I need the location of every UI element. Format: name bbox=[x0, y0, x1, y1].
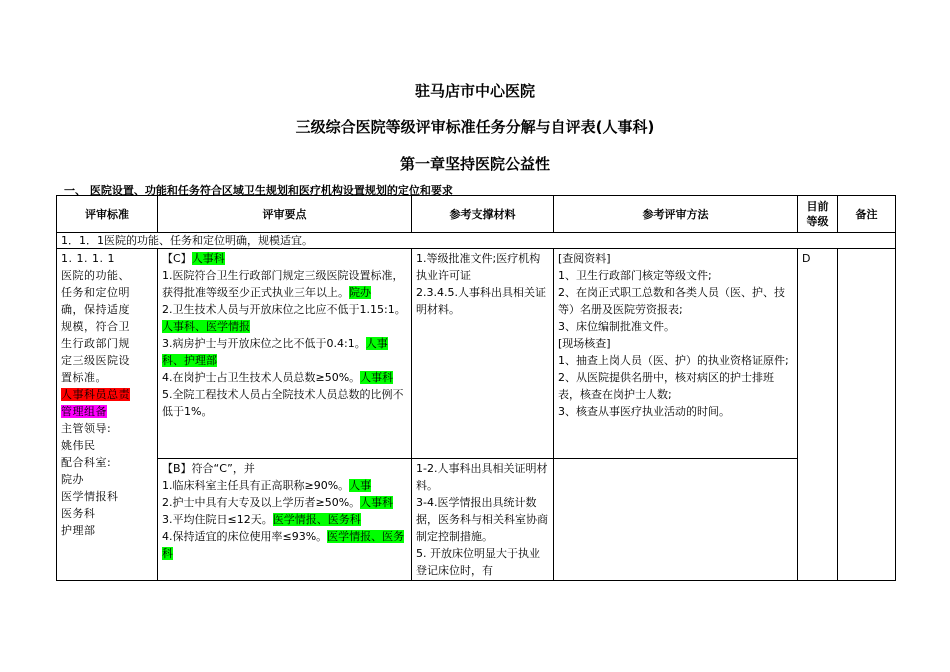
method-item: 2、在岗正式职工总数和各类人员（医、护、技等）名册及医院劳资报表; bbox=[558, 286, 785, 316]
point-item: 4.在岗护士占卫生技术人员总数≥50%。 bbox=[162, 371, 361, 384]
standard-line: 任务和定位明 bbox=[61, 286, 130, 299]
method-item: 2、从医院提供名册中，核对病区的护士排班表，核查在岗护士人数; bbox=[558, 371, 774, 401]
material-item: 3-4.医学情报出具统计数据，医务科与相关科室协商制定控制措施。 bbox=[416, 496, 548, 543]
hospital-name: 驻马店市中心医院 bbox=[414, 82, 535, 100]
grade-c-tag: 【C】 bbox=[162, 252, 192, 265]
standard-cell bbox=[57, 249, 158, 581]
method-item: 3、核查从事医疗执业活动的时间。 bbox=[558, 405, 730, 418]
header-materials: 参考支撑材料 bbox=[412, 196, 554, 233]
dept-highlight: 医学情报、医务科 bbox=[162, 530, 405, 560]
points-b-cell bbox=[158, 459, 412, 581]
standard-line: 生行政部门规 bbox=[61, 337, 130, 350]
dept-label: 配合科室: bbox=[61, 456, 112, 469]
point-item: 2.护士中具有大专及以上学历者≥50%。 bbox=[162, 496, 361, 509]
grade-b-tag: 【B】符合“C”，并 bbox=[162, 462, 255, 475]
point-item: 4.保持适宜的床位使用率≤93%。 bbox=[162, 530, 328, 543]
material-item: 1.等级批准文件;医疗机构执业许可证 bbox=[416, 252, 541, 282]
standard-line: 定三级医院设 bbox=[61, 354, 130, 367]
methods-cell bbox=[554, 249, 798, 459]
method-item: 1、抽查上岗人员（医、护）的执业资格证原件; bbox=[558, 354, 789, 367]
standard-line: 确，保持适度 bbox=[61, 303, 130, 316]
dept-highlight: 人事科、医学情报 bbox=[162, 320, 250, 333]
evaluation-table bbox=[56, 195, 896, 581]
material-item: 2.3.4.5.人事科出具相关证明材料。 bbox=[416, 286, 546, 316]
responsible-note: 人事科员总责 bbox=[61, 388, 130, 401]
points-c-cell bbox=[158, 249, 412, 459]
clause-text: 1．1．1医院的功能、任务和定位明确，规模适宜。 bbox=[57, 233, 896, 249]
methods-empty-cell bbox=[554, 459, 798, 581]
header-points: 评审要点 bbox=[158, 196, 412, 233]
method-item: 3、床位编制批准文件。 bbox=[558, 320, 675, 333]
table-row bbox=[57, 249, 896, 459]
table-row bbox=[57, 459, 896, 581]
chapter-title: 第一章坚持医院公益性 bbox=[399, 155, 550, 173]
clause-row bbox=[57, 233, 896, 249]
point-item: 1.医院符合卫生行政部门规定三级医院设置标准，获得批准等级至少正式执业三年以上。 bbox=[162, 269, 404, 299]
material-item: 1-2.人事科出具相关证明材料。 bbox=[416, 462, 548, 492]
method-item: [查阅资料] bbox=[558, 252, 611, 265]
standard-line: 置标准。 bbox=[61, 371, 107, 384]
dept-item: 医学情报科 bbox=[61, 490, 119, 503]
header-methods: 参考评审方法 bbox=[554, 196, 798, 233]
leader-label: 主管领导: bbox=[61, 422, 112, 435]
document-title: 三级综合医院等级评审标准任务分解与自评表(人事科) bbox=[295, 118, 655, 136]
point-item: 1.临床科室主任具有正高职称≥90%。 bbox=[162, 479, 350, 492]
leader-name: 姚伟民 bbox=[61, 439, 96, 452]
section-heading: 一、 医院设置、功能和任务符合区域卫生规划和医疗机构设置规划的定位和要求 bbox=[64, 184, 453, 197]
point-item: 3.病房护士与开放床位之比不低于0.4:1。 bbox=[162, 337, 366, 350]
dept-highlight: 人事科 bbox=[191, 252, 225, 265]
header-grade: 目前等级 bbox=[798, 196, 838, 233]
table-header-row bbox=[57, 196, 896, 233]
point-item: 2.卫生技术人员与开放床位之比应不低于1.15:1。 bbox=[162, 303, 406, 316]
note-cell bbox=[838, 249, 896, 581]
point-item: 5.全院工程技术人员占全院技术人员总数的比例不低于1%。 bbox=[162, 388, 404, 418]
method-item: 1、卫生行政部门核定等级文件; bbox=[558, 269, 712, 282]
dept-highlight: 人事科 bbox=[360, 496, 394, 509]
dept-item: 医务科 bbox=[61, 507, 96, 520]
standard-line: 医院的功能、 bbox=[61, 269, 130, 282]
management-note: 管理组备 bbox=[61, 405, 107, 418]
standard-line: 1. 1. 1. 1 bbox=[61, 252, 115, 265]
dept-item: 院办 bbox=[61, 473, 84, 486]
dept-highlight: 人事科、护理部 bbox=[162, 337, 388, 367]
point-item: 3.平均住院日≤12天。 bbox=[162, 513, 273, 526]
dept-highlight: 医学情报、医务科 bbox=[272, 513, 361, 526]
material-item: 5. 开放床位明显大于执业登记床位时，有 bbox=[416, 547, 540, 577]
dept-highlight: 人事 bbox=[349, 479, 372, 492]
standard-line: 规模，符合卫 bbox=[61, 320, 130, 333]
dept-item: 护理部 bbox=[61, 524, 96, 537]
grade-cell: D bbox=[798, 249, 838, 581]
method-item: [现场核查] bbox=[558, 337, 611, 350]
materials-cell bbox=[412, 459, 554, 581]
dept-highlight: 院办 bbox=[349, 286, 371, 299]
dept-highlight: 人事科 bbox=[360, 371, 394, 384]
materials-cell bbox=[412, 249, 554, 459]
header-note: 备注 bbox=[838, 196, 896, 233]
header-standard: 评审标准 bbox=[57, 196, 158, 233]
